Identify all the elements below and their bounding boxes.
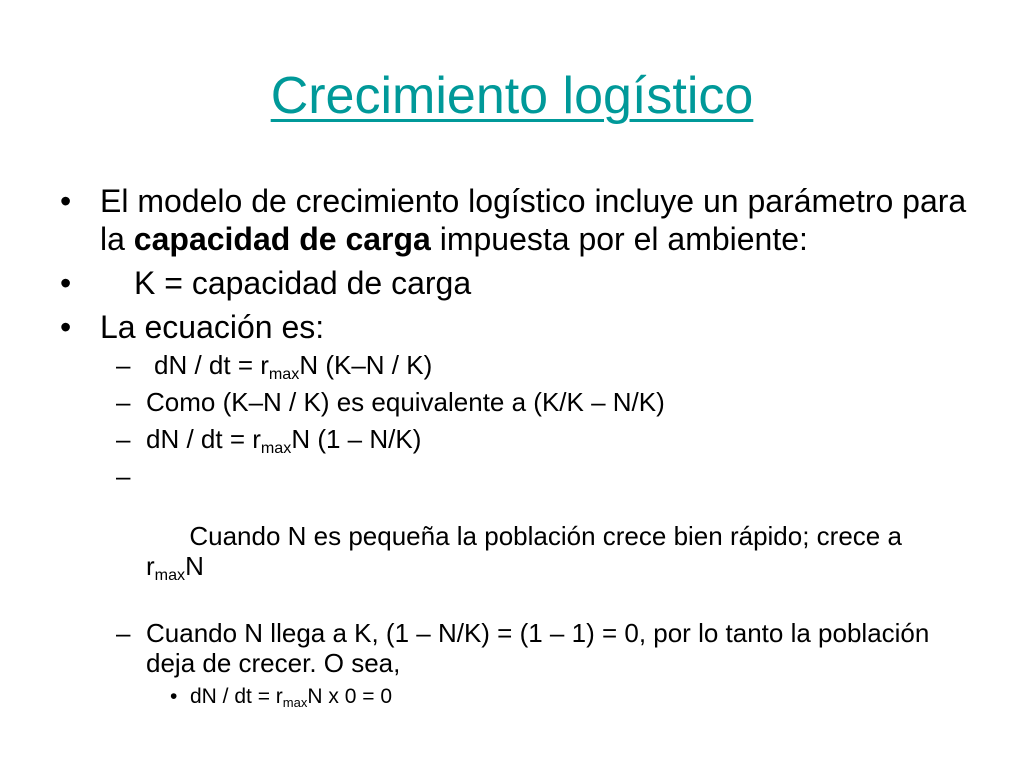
sub-bullet-item: [60, 618, 980, 678]
sub-bullet-text: Como (K–N / K) es equivalente a (K/K – N/K): [146, 387, 665, 417]
bullet-text: La ecuación es:: [100, 309, 325, 345]
sub-bullet-text: Cuando N es pequeña la población crece bien rápido; crece a r: [146, 521, 924, 581]
bullet-text: El modelo de crecimiento logístico incluye un parámetro para la: [100, 183, 967, 257]
dash-marker: –: [116, 387, 131, 417]
bullet-marker: •: [60, 265, 72, 301]
bullet-item: [60, 264, 980, 302]
sub-bullet-item: [60, 461, 980, 611]
dash-marker: –: [116, 424, 131, 454]
bullet-item: [60, 308, 980, 346]
equation-text: N (K–N / K): [299, 350, 433, 380]
subscript: max: [268, 365, 300, 384]
dash-marker: –: [116, 461, 131, 491]
sub-sub-bullet-item: [60, 685, 980, 709]
equation-text: dN / dt = r: [154, 350, 269, 380]
sub-bullet-text: N: [185, 551, 204, 581]
dash-marker: –: [116, 618, 131, 648]
bullet-marker: •: [60, 309, 72, 345]
subscript: max: [282, 695, 308, 711]
equation-text: N x 0 = 0: [307, 685, 393, 708]
sub-bullet-item: [60, 387, 980, 417]
subscript: max: [260, 439, 292, 458]
equation-text: dN / dt = r: [146, 424, 261, 454]
slide-body: [60, 182, 980, 709]
bullet-text-bold: capacidad de carga: [133, 221, 431, 257]
subscript: max: [154, 566, 186, 585]
bullet-text: impuesta por el ambiente:: [430, 221, 808, 257]
sub-bullet-item: [60, 424, 980, 458]
sub-bullet-text: Cuando N llega a K, (1 – N/K) = (1 – 1) = 0, por lo tanto la población deja de crecer. O sea,: [146, 618, 930, 678]
sub-bullet-item: [60, 350, 980, 384]
bullet-marker: •: [60, 183, 72, 219]
slide-title: Crecimiento logístico: [270, 67, 754, 125]
bullet-marker: •: [170, 685, 178, 708]
bullet-text: K = capacidad de carga: [134, 265, 472, 301]
dash-marker: –: [116, 350, 131, 380]
equation-text: N (1 – N/K): [291, 424, 422, 454]
equation-text: dN / dt = r: [190, 685, 283, 708]
bullet-item: [60, 182, 980, 258]
